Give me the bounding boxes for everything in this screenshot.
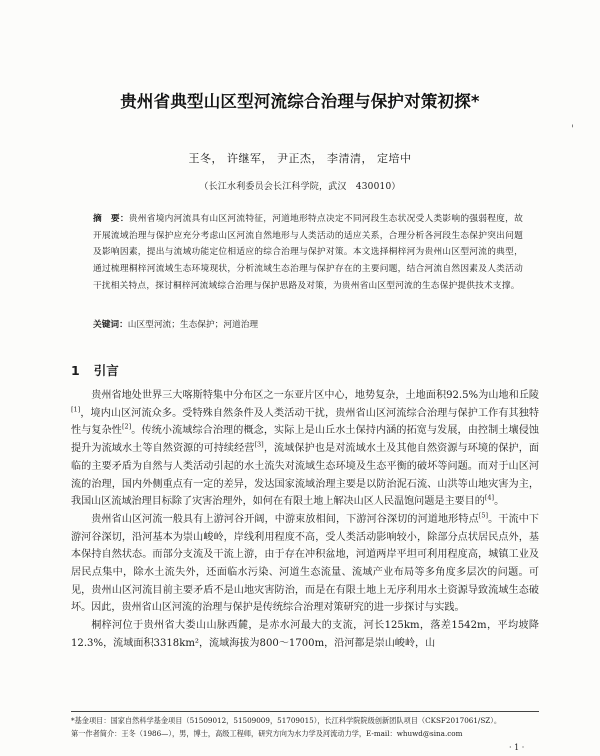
author-list: 王冬， 许继军， 尹正杰， 李清清， 定培中 xyxy=(188,152,412,165)
affiliation: （长江水利委员会长江科学院，武汉 430010） xyxy=(199,182,401,192)
paragraph-text: 。传统小流域综合治理的概念，实际上是山丘水土保持内涵的拓宽与发展，由控制土壤侵蚀提升为流域水土等自然资源的可持续经营 xyxy=(71,425,540,455)
footnote-line: 第一作者简介：王冬（1986—），男，博士，高级工程师，研究方向为水力学及河流动力学，E-mail：whuwd@sina.com xyxy=(71,729,463,738)
paragraph-text: 。干流中下游河谷深切，沿河基本为崇山峻岭，岸线利用程度不高，受人类活动影响较小，除部分点状居民点外，基本保持自然状态。而部分支流及干流上游，由于存在冲积盆地，河道两岸平坦可利用程度高，城镇工业及居民点集中，除水土流失外，还面临水污染、河道生态流量、流域产业布局等多角度多层次的问题。可见，贵州山区河流目前主要矛盾不是山地灾害防治，而是在有限土地上无序利用水土资源导致流域生态破坏。因此，贵州省山区河流的治理与保护是传统综合治理对策研究的进一步探讨与实践。 xyxy=(71,513,539,614)
section-title: 引言 xyxy=(93,363,119,378)
paragraph-text: 桐梓河位于贵州省大娄山山脉西麓，是赤水河最大的支流，河长125km，落差1542m，平均坡降12.3%，流域面积3318km²，流域海拔为800～1700m，沿河都是崇山峻岭，山 xyxy=(71,620,539,649)
paragraph-text: 贵州省地处世界三大喀斯特集中分布区之一东亚片区中心，地势复杂，土地面积92.5%为山地和丘陵 xyxy=(91,390,539,401)
keywords-label: 关键词： xyxy=(93,320,128,330)
keywords xyxy=(93,318,533,330)
citation-ref: [2] xyxy=(121,423,132,432)
body-text xyxy=(71,387,539,653)
footnote xyxy=(71,714,541,740)
body-paragraph xyxy=(71,617,539,652)
abstract-label: 摘 要： xyxy=(93,214,129,224)
footnote-rule xyxy=(71,711,539,712)
paragraph-text: ，境内山区河流众多。受特殊自然条件及人类活动干扰，贵州省山区河流综合治理与保护工作有其独特性与复杂性 xyxy=(71,407,539,437)
citation-ref: [4] xyxy=(484,493,495,502)
paragraph-text: ，流域保护也是对流域水土及其他自然资源与环境的保护，面临的主要矛盾为自然与人类活动引起的水土流失对流域生态环境及生态平衡的破坏等问题。而对于山区河流的治理，国内外侧重点有一定的差异，发达国家流域治理主要是以防治泥石流、山洪等山地灾害为主，我国山区流域治理目标除了灾害治理外，如何在有限土地上解决山区人民温饱问题是主要目的 xyxy=(71,443,540,508)
citation-ref: [5] xyxy=(478,511,488,520)
section-number: 1 xyxy=(71,363,80,378)
margin-mark: ' xyxy=(571,124,574,135)
paper-title: 贵州省典型山区型河流综合治理与保护对策初探* xyxy=(120,92,480,111)
citation-ref: [1] xyxy=(71,405,81,414)
body-paragraph xyxy=(71,387,539,511)
abstract xyxy=(93,211,523,295)
footnote-line: *基金项目：国家自然科学基金项目（51509012，51509009，51709015），长江科学院院级创新团队项目（CKSF2017061/SZ）。 xyxy=(71,716,502,725)
body-paragraph xyxy=(71,511,539,617)
page-number: · 1 · xyxy=(509,743,525,752)
abstract-text: 贵州省境内河流具有山区河流特征，河道地形特点决定不同河段生态状况受人类影响的强弱程度，故开展流域治理与保护应充分考虑山区河流自然地形与人类活动的适应关系，合理分析各河段生态保护突出问题及影响因素，提出与流域功能定位相适应的综合治理与保护对策。本文选择桐梓河为贵州山区型河流的典型，通过梳理桐梓河流域生态环境现状，分析流域生态治理与保护存在的主要问题，结合河流自然因素及人类活动干扰相关特点，探讨桐梓河流域综合治理与保护思路及对策，为贵州省山区型河流的生态保护提供技术支撑。 xyxy=(93,214,523,291)
citation-ref: [3] xyxy=(254,440,264,449)
section-heading xyxy=(71,361,119,379)
paragraph-text: 。 xyxy=(494,496,505,508)
paragraph-text: 贵州省山区河流一般具有上游河谷开阔，中游束放相间，下游河谷深切的河道地形特点 xyxy=(91,513,479,525)
keywords-text: 山区型河流；生态保护；河道治理 xyxy=(127,320,259,330)
